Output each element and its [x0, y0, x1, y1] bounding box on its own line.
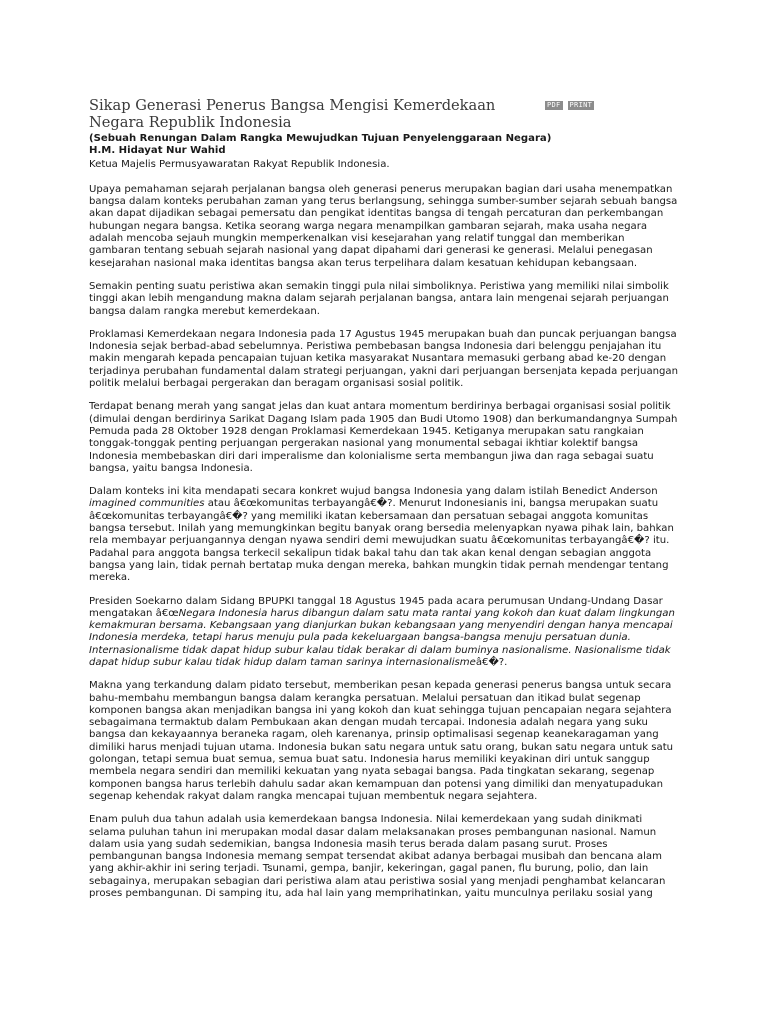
article-title: Sikap Generasi Penerus Bangsa Mengisi Kemerdekaan Negara Republik Indonesia	[89, 97, 496, 131]
paragraph-5-text-a: Dalam konteks ini kita mendapati secara konkret wujud bangsa Indonesia yang dalam istilah Benedict Anderson	[89, 486, 658, 498]
paragraph-5	[89, 486, 679, 584]
paragraph-3: Proklamasi Kemerdekaan negara Indonesia pada 17 Agustus 1945 merupakan buah dan puncak perjuangan bangsa Indonesia sejak berbad-abad sebelumnya. Peristiwa pembebasan bangsa Indonesia dari belenggu penjajahan itu makin mengarah kepada pencapaian tujuan ketika masyarakat Nusantara memasuki gerbang abad ke-20 dengan terjadinya perubahan fundamental dalam strategi perjuangan, yakni dari perjuangan bersenjata kepada perjuangan politik melalui berbagai pergerakan dan beragam organisasi sosial politik.	[89, 328, 679, 390]
paragraph-5-text-b: atau â€œkomunitas terbayangâ€�?. Menurut Indonesianis ini, bangsa merupakan suatu â€œkomunitas terbayangâ€�? yang memiliki ikatan kebersamaan dan persatuan sebagai anggota komunitas bangsa tersebut. Inilah yang memungkinkan begitu banyak orang bersedia melenyapkan nyawa pihak lain, bahkan rela membayar perjuangannya dengan nyawa sendiri demi mewujudkan suatu â€œkomunitas terbayangâ€�? itu. Padahal para anggota bangsa terkecil sekalipun tidak bakal tahu dan tak akan kenal dengan sebagian anggota bangsa yang lain, tidak pernah bertatap muka dengan mereka, bahkan mungkin tidak pernah mendengar tentang mereka.	[89, 498, 674, 584]
paragraph-1: Upaya pemahaman sejarah perjalanan bangsa oleh generasi penerus merupakan bagian dari usaha menempatkan bangsa dalam konteks perubahan zaman yang terus berlangsung, sehingga sumber-sumber sejarah sebuah bangsa akan dapat dijadikan sebagai pemersatu dan pengikat identitas bangsa di tengah percaturan dan perkembangan hubungan negara bangsa. Ketika seorang warga negara menampilkan gambaran sejarah, maka usaha negara adalah mencoba sejauh mungkin memperkenalkan visi kesejarahan yang relatif tunggal dan memberikan gambaran tentang sebuah sejarah nasional yang dapat dipahami dari generasi ke generasi. Melalui penegasan kesejarahan nasional maka identitas bangsa akan terus terpelihara dalam kesatuan kehidupan kebangsaan.	[89, 183, 678, 269]
paragraph-8: Enam puluh dua tahun adalah usia kemerdekaan bangsa Indonesia. Nilai kemerdekaan yang sudah dinikmati selama puluhan tahun ini merupakan modal dasar dalam melaksanakan proses pembangunan nasional. Namun dalam usia yang sudah sedemikian, bangsa Indonesia masih terus berada dalam pasang surut. Proses pembangunan bangsa Indonesia memang sempat tersendat akibat adanya berbagai musibah dan bencana alam yang akhir-akhir ini sering terjadi. Tsunami, gempa, banjir, kekeringan, gagal panen, flu burung, polio, dan lain sebagainya, merupakan sebagian dari peristiwa alam atau peristiwa sosial yang menjadi penghambat kelancaran proses pembangunan. Di samping itu, ada hal lain yang memprihatinkan, yaitu munculnya perilaku sosial yang	[89, 814, 666, 900]
paragraph-2: Semakin penting suatu peristiwa akan semakin tinggi pula nilai simboliknya. Peristiwa yang memiliki nilai simbolik tinggi akan lebih mengandung makna dalam sejarah perjalanan bangsa, antara lain mengenai sejarah perjuangan bangsa dalam rangka merebut kemerdekaan.	[89, 280, 669, 317]
toolbar	[545, 101, 594, 110]
paragraph-4: Terdapat benang merah yang sangat jelas dan kuat antara momentum berdirinya berbagai organisasi sosial politik (dimulai dengan berdirinya Sarikat Dagang Islam pada 1905 dan Budi Utomo 1908) dan berkumandangnya Sumpah Pemuda pada 28 Oktober 1928 dengan Proklamasi Kemerdekaan 1945. Ketiganya merupakan satu rangkaian tonggak-tonggak penting perjuangan pergerakan nasional yang monumental sebagai ikhtiar kolektif bangsa Indonesia membebaskan diri dari imperalisme dan kolonialisme serta membangun jiwa dan raga sebagai suatu bangsa, yaitu bangsa Indonesia.	[89, 401, 678, 474]
print-button[interactable]: PRINT	[569, 101, 593, 109]
title-row	[89, 98, 679, 131]
article	[89, 98, 679, 911]
article-subtitle: (Sebuah Renungan Dalam Rangka Mewujudkan Tujuan Penyelenggaraan Negara)	[89, 133, 552, 144]
paragraph-6-text-a: Presiden Soekarno dalam Sidang BPUPKI tanggal 18 Agustus 1945 pada acara perumusan Undang-Undang Dasar mengatakan â€œ	[89, 595, 663, 619]
paragraph-6-quote: Negara Indonesia harus dibangun dalam satu mata rantai yang kokoh dan kuat dalam lingkungan kemakmuran bersama. Kebangsaan yang dianjurkan bukan kebangsaan yang menyendiri dengan hanya mencapai Indonesia merdeka, tetapi harus menuju pula pada kekeluargaan bangsa-bangsa menuju persatuan dunia. Internasionalisme tidak dapat hidup subur kalau tidak berakar di dalam buminya nasionalisme. Nasionalisme tidak dapat hidup subur kalau tidak hidup dalam taman sarinya internasionalisme	[89, 607, 675, 668]
paragraph-5-italic: imagined communities	[89, 498, 205, 510]
author-name: H.M. Hidayat Nur Wahid	[89, 145, 226, 157]
paragraph-7: Makna yang terkandung dalam pidato tersebut, memberikan pesan kepada generasi penerus bangsa untuk secara bahu-membahu membangun bangsa dalam kerangka persatuan. Melalui persatuan dan itikad bulat segenap komponen bangsa akan menjadikan bangsa ini yang kokoh dan kuat sehingga tujuan pencapaian negara sejahtera sebagaimana termaktub dalam Pembukaan akan dengan mudah tercapai. Indonesia adalah negara yang suku bangsa dan kekayaannya beraneka ragam, oleh karenanya, prinsip optimalisasi segenap keanekaragaman yang dimiliki harus menjadi tujuan utama. Indonesia bukan satu negara untuk satu orang, bukan satu negara untuk satu golongan, tetapi semua buat semua, semua buat satu. Indonesia harus memiliki keyakinan diri untuk sanggup membela negara sendiri dan memiliki kekuatan yang nyata sebagai bangsa. Pada tingkatan sekarang, segenap komponen bangsa harus terlebih dahulu sadar akan kemampuan dan potensi yang dimiliki dan menyatupadukan segenap kehendak rakyat dalam rangka mencapai tujuan membentuk negara sejahtera.	[89, 680, 674, 802]
author-role: Ketua Majelis Permusyawaratan Rakyat Republik Indonesia.	[89, 158, 390, 170]
paragraph-6-text-b: â€�?.	[475, 656, 508, 668]
pdf-button[interactable]: PDF	[547, 101, 561, 109]
paragraph-6	[89, 596, 679, 670]
